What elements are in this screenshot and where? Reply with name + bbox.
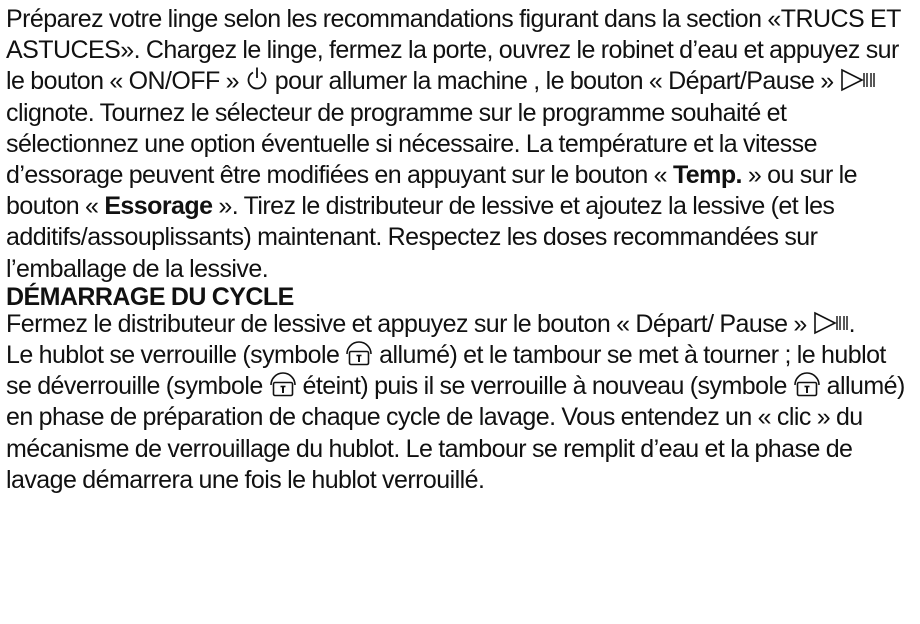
section-heading: DÉMARRAGE DU CYCLE — [6, 282, 294, 311]
text-segment: clignote. Tournez le sélecteur de programme sur le programme souhaité et sélectionnez une option éventuelle si nécessaire. La température et la vitesse d’essorage peuvent être modifiées en appuyant sur le bouton « — [6, 98, 817, 190]
text-segment: ». Tirez le distributeur de lessive et ajoutez la lessive (et les additifs/assouplissants) maintenant. Respectez les doses recommandées sur l’emballage de la lessive. — [6, 192, 835, 283]
paragraph-start — [6, 309, 916, 340]
lock-icon — [793, 371, 821, 397]
paragraph-lock — [6, 340, 916, 496]
temp-button-label: Temp. — [672, 161, 742, 190]
text-segment: . — [848, 309, 856, 338]
document-page — [6, 4, 916, 496]
text-segment: allumé) et le tambour se met à tourner ; le hublot se déverrouille (symbole — [6, 341, 886, 401]
text-segment: allumé) en phase de préparation de chaque cycle de lavage. Vous entendez un « clic » du mécanisme de verrouillage du hublot. Le tambour se remplit d’eau et la phase de lavage démarrera une fois le hublot verrouillé. — [6, 372, 905, 494]
play-pause-icon — [813, 311, 849, 335]
play-pause-icon — [840, 68, 876, 92]
text-segment: pour allumer la machine , le bouton « Départ/Pause » — [268, 67, 840, 96]
text-segment: éteint) puis il se verrouille à nouveau (symbole — [296, 372, 793, 401]
text-segment: » ou sur le bouton « — [6, 161, 858, 221]
text-segment: Préparez votre linge selon les recommandations figurant dans la section «TRUCS ET ASTUCES». Chargez le linge, fermez la porte, ouvrez le robinet d’eau et appuyez sur le bouton « ON/OFF » — [6, 5, 901, 96]
text-segment: Le hublot se verrouille (symbole — [6, 341, 346, 370]
paragraph-preparation — [6, 4, 916, 285]
lock-icon — [269, 371, 297, 397]
text-segment: Fermez le distributeur de lessive et appuyez sur le bouton « Départ/ Pause » — [6, 309, 813, 338]
power-icon — [245, 66, 269, 92]
spin-button-label: Essorage — [104, 192, 213, 221]
lock-icon — [345, 340, 373, 366]
